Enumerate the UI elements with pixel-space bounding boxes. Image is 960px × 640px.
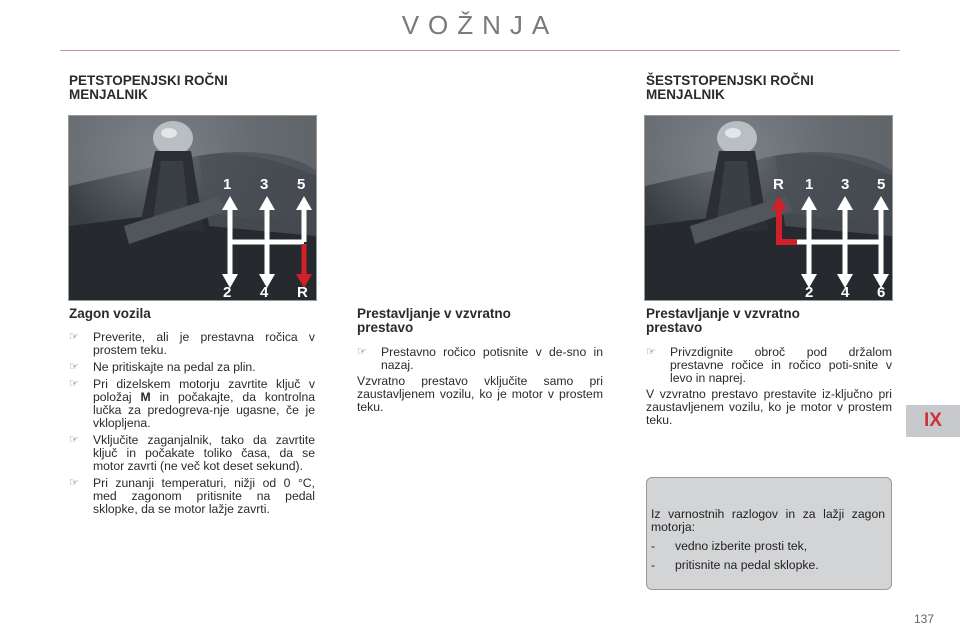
gear-shift-photo-five-speed: 1 3 5 2 4 R xyxy=(68,115,317,301)
section-title-line2: MENJALNIK xyxy=(69,87,148,102)
pointing-hand-icon: ☞ xyxy=(69,361,79,373)
pointing-hand-icon: ☞ xyxy=(357,346,367,358)
reverse-note-six-speed: V vzvratno prestavo prestavite iz-ključno pri zaustavljenem vozilu, ko je motor v prostem teku. xyxy=(646,387,892,427)
page-title: VOŽNJA xyxy=(401,10,559,40)
start-steps-list xyxy=(69,331,315,520)
list-item: - vedno izberite prosti tek, xyxy=(651,539,808,553)
pointing-hand-icon: ☞ xyxy=(69,378,79,390)
chapter-tab[interactable]: IX xyxy=(906,405,960,437)
header-divider xyxy=(60,50,900,51)
reverse-note-five-speed: Vzvratno prestavo vključite samo pri zaustavljenem vozilu, ko je motor v prostem teku. xyxy=(357,374,603,414)
start-vehicle-title: Zagon vozila xyxy=(69,306,151,321)
note-intro: Iz varnostnih razlogov in za lažji zagon motorja: xyxy=(651,507,885,534)
section-title-line1: PETSTOPENJSKI ROČNI xyxy=(69,73,228,88)
pointing-hand-icon: ☞ xyxy=(69,477,79,489)
reverse-steps-list-five-speed xyxy=(357,346,603,376)
section-title-five-speed xyxy=(69,74,228,102)
pointing-hand-icon: ☞ xyxy=(646,346,656,358)
pointing-hand-icon: ☞ xyxy=(69,331,79,343)
reverse-steps-list-six-speed xyxy=(646,346,892,389)
reverse-gear-title-six-speed: Prestavljanje v vzvratno prestavo xyxy=(646,306,800,335)
list-item: ☞ Preverite, ali je prestavna ročica v prostem teku. xyxy=(69,330,315,357)
list-item: ☞ Privzdignite obroč pod držalom prestavne ročice in ročico poti-snite v levo in naprej. xyxy=(646,345,892,385)
list-item: ☞ Vključite zaganjalnik, tako da zavrtite ključ in počakate toliko časa, da se motor zavrti (ne več kot deset sekund). xyxy=(69,433,315,473)
gear-shift-photo-six-speed: R 1 3 5 2 4 6 xyxy=(644,115,893,301)
list-item: ☞ Prestavno ročico potisnite v de-sno in nazaj. xyxy=(357,345,603,372)
list-item: - pritisnite na pedal sklopke. xyxy=(651,558,819,572)
list-item: ☞ Pri dizelskem motorju zavrtite ključ v položaj M in počakajte, da kontrolna lučka za predogreva-nje ugasne, če je vklopljena. xyxy=(69,377,316,430)
reverse-gear-title-five-speed: Prestavljanje v vzvratno prestavo xyxy=(357,306,511,335)
list-item: ☞ Pri zunanji temperaturi, nižji od 0 °C, med zagonom pritisnite na pedal sklopke, da se motor lažje zavrti. xyxy=(69,476,315,516)
pointing-hand-icon: ☞ xyxy=(69,434,79,446)
list-item: ☞ Ne pritiskajte na pedal za plin. xyxy=(69,360,256,374)
safety-note-box xyxy=(646,477,892,590)
page-number: 137 xyxy=(914,612,935,626)
section-title-six-speed: ŠESTSTOPENJSKI ROČNI MENJALNIK xyxy=(646,73,814,102)
